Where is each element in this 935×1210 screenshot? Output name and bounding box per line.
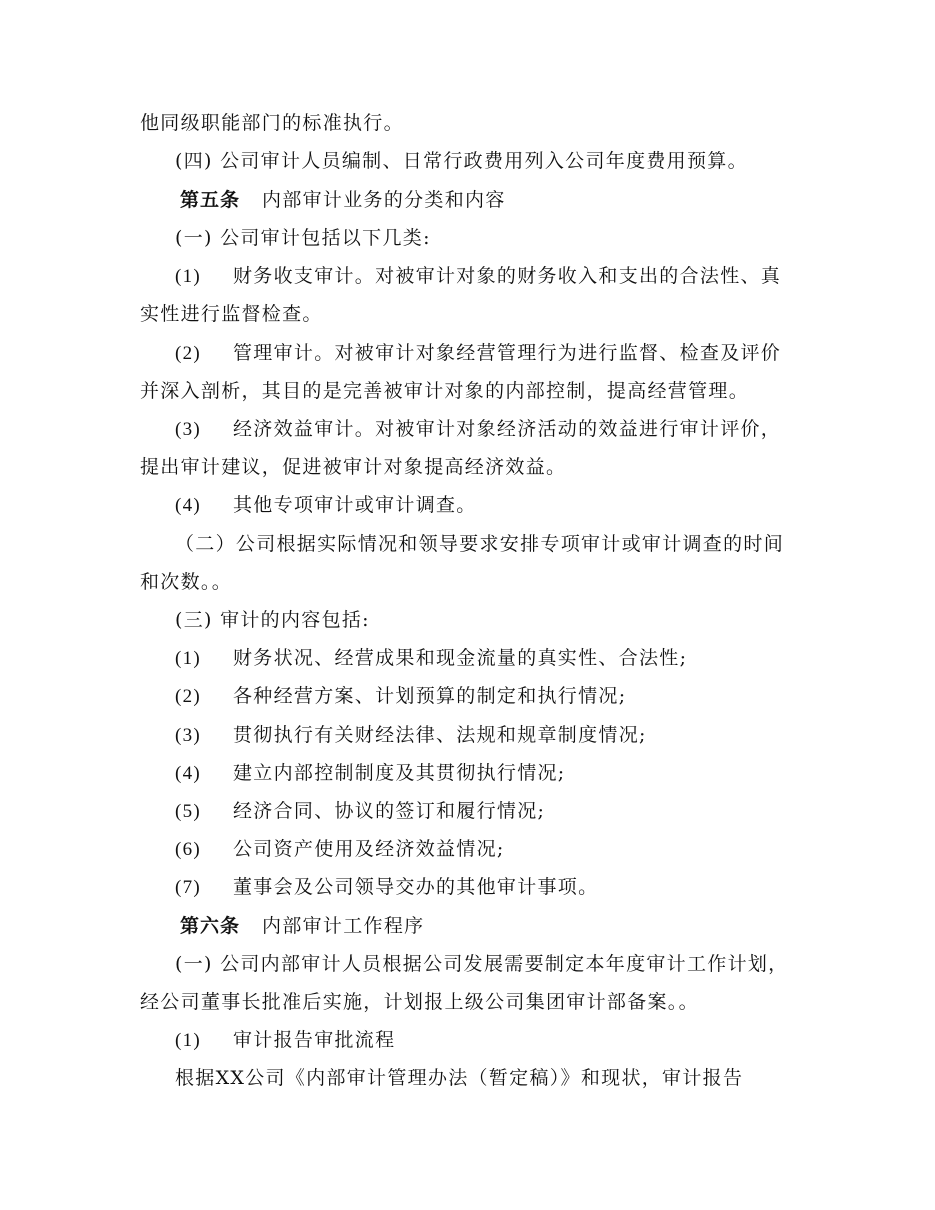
item-number: (3)	[175, 419, 202, 440]
list-item	[175, 756, 835, 790]
item-number: (5)	[175, 801, 202, 822]
item-text: 审计报告审批流程	[233, 1029, 396, 1051]
item-text: 公司资产使用及经济效益情况;	[233, 838, 505, 860]
line-text: 实性进行监督检查。	[140, 303, 323, 325]
list-item	[175, 336, 835, 370]
paragraph-line	[140, 374, 800, 408]
paragraph-line	[140, 565, 800, 599]
line-text: 和次数。。	[140, 571, 233, 593]
item-text: 贯彻执行有关财经法律、法规和规章制度情况;	[233, 724, 647, 746]
paragraph-line	[140, 297, 800, 331]
item-number: (2)	[175, 686, 202, 707]
line-text: 他同级职能部门的标准执行。	[140, 112, 404, 134]
item-number: (1)	[175, 266, 202, 287]
paragraph-line	[175, 144, 835, 178]
article-title: 内部审计业务的分类和内容	[262, 189, 506, 211]
list-item	[175, 641, 835, 675]
list-item	[175, 832, 835, 866]
item-number: (3)	[175, 725, 202, 746]
article-5-heading	[180, 183, 840, 217]
article-6-heading	[180, 909, 840, 943]
paragraph-line	[175, 527, 835, 561]
item-text: 建立内部控制制度及其贯彻执行情况;	[233, 762, 566, 784]
item-text: 财务状况、经营成果和现金流量的真实性、合法性;	[233, 647, 688, 669]
item-text: 各种经营方案、计划预算的制定和执行情况;	[233, 685, 627, 707]
list-item	[175, 412, 835, 446]
article-number: 第五条	[180, 189, 241, 211]
line-text: 提出审计建议，促进被审计对象提高经济效益。	[140, 456, 567, 478]
line-text: 经公司董事长批准后实施，计划报上级公司集团审计部备案。。	[140, 991, 699, 1013]
list-item	[175, 718, 835, 752]
article-number: 第六条	[180, 915, 241, 937]
item-text: 管理审计。对被审计对象经营管理行为进行监督、检查及评价	[233, 342, 782, 364]
line-text: (一) 公司内部审计人员根据公司发展需要制定本年度审计工作计划，	[175, 953, 789, 975]
paragraph-line	[175, 947, 835, 981]
list-item	[175, 1023, 835, 1057]
item-text: 经济效益审计。对被审计对象经济活动的效益进行审计评价，	[233, 418, 782, 440]
list-item	[175, 259, 835, 293]
list-item	[175, 870, 835, 904]
item-number: (7)	[175, 877, 202, 898]
line-text: (一) 公司审计包括以下几类:	[175, 227, 431, 249]
article-title: 内部审计工作程序	[262, 915, 425, 937]
line-text: (四) 公司审计人员编制、日常行政费用列入公司年度费用预算。	[175, 150, 748, 172]
list-item	[175, 794, 835, 828]
paragraph-line	[140, 450, 800, 484]
item-text: 经济合同、协议的签订和履行情况;	[233, 800, 546, 822]
line-text: 根据XX公司《内部审计管理办法（暂定稿）》和现状，审计报告	[175, 1067, 744, 1089]
line-text: （二）公司根据实际情况和领导要求安排专项审计或审计调查的时间	[175, 533, 785, 555]
line-text: 并深入剖析，其目的是完善被审计对象的内部控制，提高经营管理。	[140, 380, 750, 402]
item-number: (4)	[175, 495, 202, 516]
item-text: 董事会及公司领导交办的其他审计事项。	[233, 876, 599, 898]
item-text: 其他专项审计或审计调查。	[233, 494, 477, 516]
paragraph-line	[175, 603, 835, 637]
line-text: (三) 审计的内容包括:	[175, 609, 370, 631]
item-number: (1)	[175, 1030, 202, 1051]
item-text: 财务收支审计。对被审计对象的财务收入和支出的合法性、真	[233, 265, 782, 287]
list-item	[175, 488, 835, 522]
paragraph-line	[140, 106, 800, 140]
paragraph-line	[140, 985, 800, 1019]
item-number: (6)	[175, 839, 202, 860]
paragraph-line	[175, 1061, 835, 1095]
item-number: (4)	[175, 763, 202, 784]
paragraph-line	[175, 221, 835, 255]
item-number: (1)	[175, 648, 202, 669]
list-item	[175, 679, 835, 713]
item-number: (2)	[175, 343, 202, 364]
